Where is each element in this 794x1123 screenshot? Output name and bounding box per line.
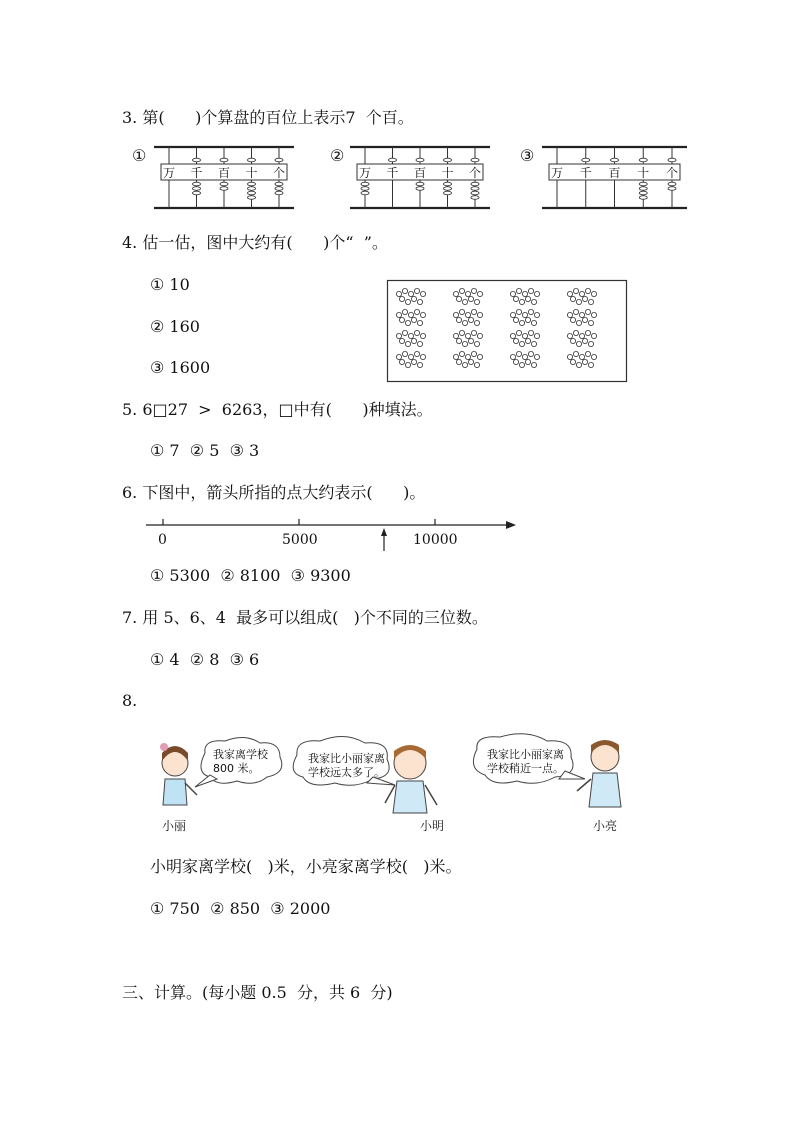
- place-label-4: 个: [272, 166, 286, 180]
- bubble-1-text: 我家离学校 800 米。: [213, 748, 268, 775]
- abacus-3-label: ③: [520, 146, 535, 165]
- bubble-3-text: 我家比小丽家离 学校稍近一点。: [487, 748, 564, 775]
- abacus-1-drawing: [154, 140, 294, 215]
- circles-figure: [387, 280, 627, 382]
- abacus-3-drawing: [542, 140, 687, 215]
- q6-text: 6. 下图中，箭头所指的点大约表示( )。: [122, 483, 426, 502]
- tick-10000: 10000: [413, 532, 458, 548]
- name-xiaoming: 小明: [420, 819, 445, 833]
- q7-text: 7. 用 5、6、4 最多可以组成( )个不同的三位数。: [122, 608, 488, 627]
- q4-text: 4. 估一估，图中大约有( )个“ ”。: [122, 233, 388, 252]
- name-xiaoliang: 小亮: [593, 819, 618, 833]
- place-label-4: 个: [468, 166, 482, 180]
- abacus-2: [330, 140, 490, 215]
- name-xiaoli: 小丽: [162, 819, 187, 833]
- q8-question: 小明家离学校( )米，小亮家离学校( )米。: [150, 857, 462, 876]
- q4-option-2: ② 160: [150, 317, 200, 336]
- q5-text: 5. 6□27 > 6263，□中有( )种填法。: [122, 400, 433, 419]
- tick-5000: 5000: [282, 532, 318, 548]
- place-label-3: 十: [245, 166, 258, 180]
- place-label-0: 万: [550, 166, 564, 180]
- place-label-0: 万: [162, 166, 176, 180]
- boy-figure-2: [577, 740, 621, 807]
- place-label-0: 万: [358, 166, 372, 180]
- q8-options: ① 750 ② 850 ③ 2000: [150, 899, 331, 918]
- abacus-2-label: ②: [330, 146, 345, 165]
- abacus-1: [132, 140, 292, 215]
- q4-option-1: ① 10: [150, 275, 190, 294]
- q7-options: ① 4 ② 8 ③ 6: [150, 650, 260, 669]
- boy-figure-1: [385, 745, 437, 813]
- place-label-4: 个: [665, 166, 679, 180]
- bubble-2-text: 我家比小丽家离 学校远太多了。: [308, 752, 385, 779]
- place-label-2: 百: [217, 166, 231, 180]
- place-label-1: 千: [386, 166, 399, 180]
- q6-options: ① 5300 ② 8100 ③ 9300: [150, 566, 351, 585]
- place-label-1: 千: [190, 166, 203, 180]
- q4-option-3: ③ 1600: [150, 358, 211, 377]
- girl-figure: [160, 743, 197, 805]
- place-label-2: 百: [413, 166, 427, 180]
- q3-text: 3. 第( )个算盘的百位上表示7 个百。: [122, 108, 414, 127]
- place-label-2: 百: [608, 166, 621, 180]
- abacus-3: [520, 140, 690, 215]
- place-label-3: 十: [637, 166, 650, 180]
- place-label-1: 千: [579, 166, 592, 180]
- place-label-3: 十: [441, 166, 454, 180]
- number-line: [146, 515, 526, 555]
- q5-options: ① 7 ② 5 ③ 3: [150, 441, 260, 460]
- abacus-2-drawing: [350, 140, 490, 215]
- abacus-1-label: ①: [132, 146, 147, 165]
- section-3-title: 三、计算。(每小题 0.5 分，共 6 分): [122, 983, 393, 1002]
- tick-0: 0: [158, 532, 167, 548]
- q8-number: 8.: [122, 691, 138, 710]
